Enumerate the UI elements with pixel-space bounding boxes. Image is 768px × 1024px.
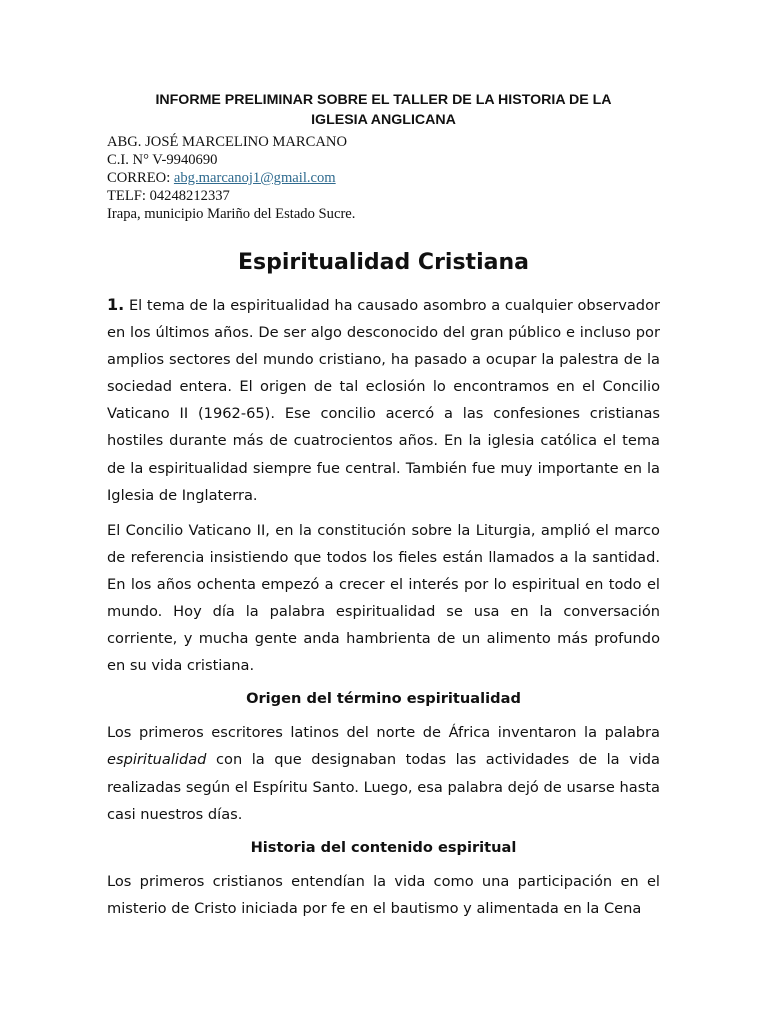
report-title-line-2: IGLESIA ANGLICANA <box>311 112 456 128</box>
email-label: CORREO: <box>107 170 174 186</box>
report-title-line-1: INFORME PRELIMINAR SOBRE EL TALLER DE LA HISTORIA DE LA <box>155 92 612 108</box>
author-name: ABG. JOSÉ MARCELINO MARCANO <box>107 134 348 150</box>
author-email-line <box>107 169 660 187</box>
paragraph-3-text-b: con la que designaban todas las actividades de la vida realizadas según el Espíritu Santo. Luego, esa palabra dejó de usarse hasta casi nuestros días. <box>107 751 660 823</box>
subheading-origen: Origen del término espiritualidad <box>246 690 521 708</box>
author-id-number: C.I. N° V-9940690 <box>107 152 218 168</box>
paragraph-1 <box>107 291 660 509</box>
subheading-historia: Historia del contenido espiritual <box>250 838 517 856</box>
author-block <box>107 133 660 223</box>
report-title <box>107 90 660 130</box>
paragraph-2: El Concilio Vaticano II, en la constitución sobre la Liturgia, amplió el marco de referencia insistiendo que todos los fieles están llamados a la santidad. En los años ochenta empezó a crecer el interés por lo espiritual en todo el mundo. Hoy día la palabra espiritualidad se usa en la conversación corriente, y mucha gente anda hambrienta de un alimento más profundo en su vida cristiana. <box>107 521 660 675</box>
paragraph-3-italic-term: espiritualidad <box>107 751 207 769</box>
paragraph-1-text: El tema de la espiritualidad ha causado asombro a cualquier observador en los últimos años. De ser algo desconocido del gran público e incluso por amplios sectores del mundo cristiano, ha pasado a ocupar la palestra de la sociedad entera. El origen de tal eclosión lo encontramos en el Concilio Vaticano II (1962-65). Ese concilio acercó a las confesiones cristianas hostiles durante más de cuatrocientos años. En la iglesia católica el tema de la espiritualidad siempre fue central. También fue muy importante en la Iglesia de Inglaterra. <box>107 297 660 504</box>
author-location: Irapa, municipio Mariño del Estado Sucre. <box>107 206 356 222</box>
email-link[interactable]: abg.marcanoj1@gmail.com <box>173 170 336 186</box>
document-main-title: Espiritualidad Cristiana <box>238 250 529 275</box>
document-page <box>107 90 660 922</box>
paragraph-3-text-a: Los primeros escritores latinos del norte de África inventaron la palabra <box>107 724 660 742</box>
author-phone: TELF: 04248212337 <box>107 188 230 204</box>
paragraph-number: 1. <box>107 295 125 314</box>
paragraph-3 <box>107 719 660 827</box>
paragraph-4: Los primeros cristianos entendían la vida como una participación en el misterio de Cristo iniciada por fe en el bautismo y alimentada en la Cena <box>107 872 660 917</box>
